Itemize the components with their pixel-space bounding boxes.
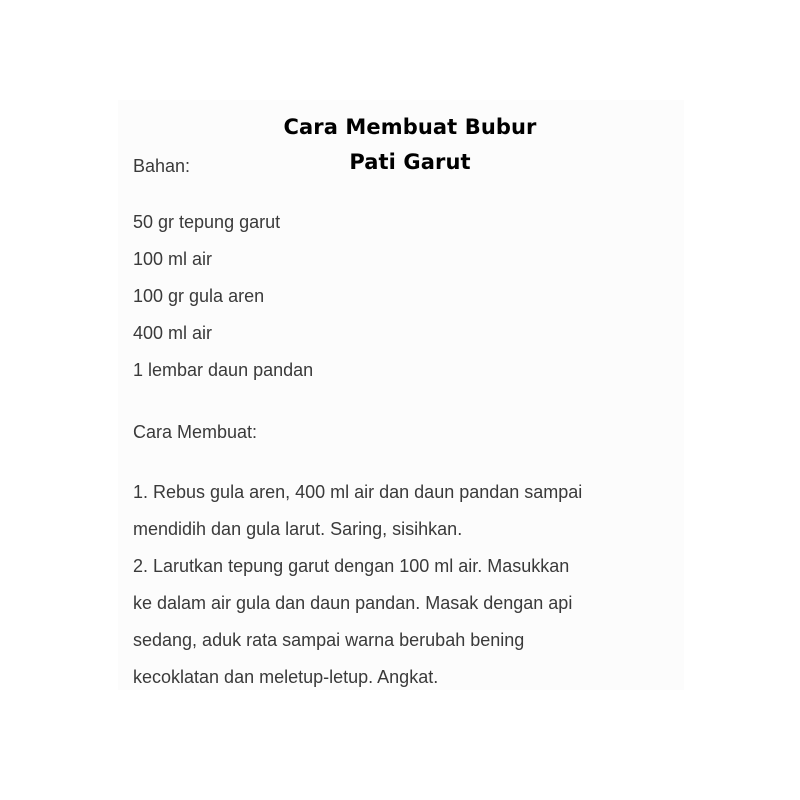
recipe-title	[250, 110, 570, 180]
ingredient-item: 50 gr tepung garut	[133, 212, 281, 232]
step-line: mendidih dan gula larut. Saring, sisihkan.	[133, 519, 463, 539]
ingredients-list	[133, 204, 313, 389]
step-line: 1. Rebus gula aren, 400 ml air dan daun pandan sampai	[133, 482, 583, 502]
ingredient-item: 100 ml air	[133, 249, 213, 269]
step-line: 2. Larutkan tepung garut dengan 100 ml air. Masukkan	[133, 556, 570, 576]
step-line: kecoklatan dan meletup-letup. Angkat.	[133, 667, 439, 687]
ingredients-label: Bahan:	[133, 156, 191, 176]
ingredient-item: 100 gr gula aren	[133, 286, 265, 306]
method-label: Cara Membuat:	[133, 422, 258, 442]
method-steps	[133, 474, 582, 696]
step-line: ke dalam air gula dan daun pandan. Masak dengan api	[133, 593, 573, 613]
ingredient-item: 1 lembar daun pandan	[133, 360, 314, 380]
ingredient-item: 400 ml air	[133, 323, 213, 343]
recipe-title-line-2: Pati Garut	[349, 150, 471, 174]
step-line: sedang, aduk rata sampai warna berubah bening	[133, 630, 525, 650]
recipe-title-line-1: Cara Membuat Bubur	[283, 115, 537, 139]
